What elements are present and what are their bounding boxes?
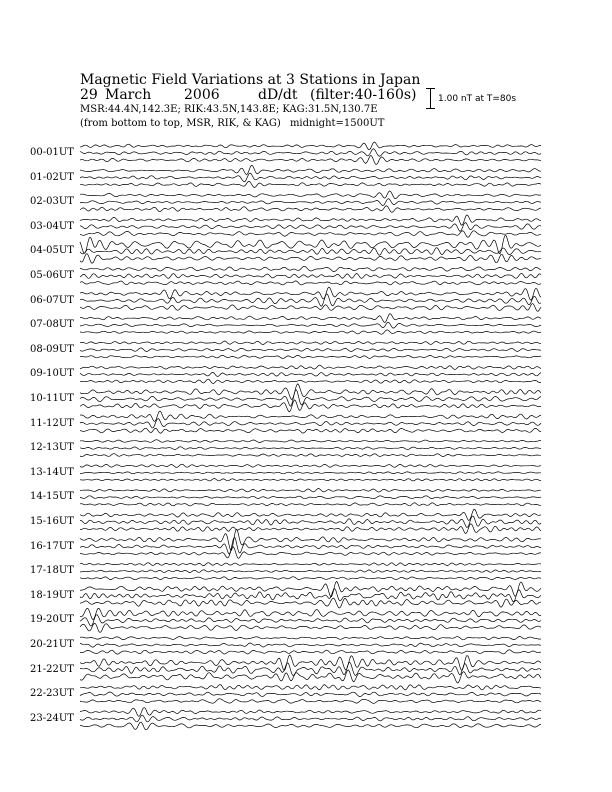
trace-04-05UT-KAG (80, 236, 541, 254)
trace-17-18UT-MSR (80, 577, 541, 580)
hour-label-00-01UT: 00-01UT (30, 147, 74, 158)
hour-label-14-15UT: 14-15UT (30, 491, 74, 503)
trace-16-17UT-MSR (80, 547, 541, 559)
hour-label-19-20UT: 19-20UT (30, 614, 74, 626)
quantity-label: dD/dt (258, 87, 298, 103)
trace-04-05UT-MSR (80, 254, 541, 264)
trace-00-01UT-MSR (80, 156, 541, 165)
trace-23-24UT-KAG (80, 708, 541, 717)
trace-21-22UT-KAG (80, 655, 541, 670)
hour-label-09-10UT: 09-10UT (30, 368, 74, 380)
trace-08-09UT-KAG (80, 341, 541, 345)
trace-11-12UT-MSR (80, 428, 541, 433)
trace-13-14UT-KAG (80, 464, 541, 467)
date-month: March (105, 87, 152, 103)
trace-03-04UT-MSR (80, 231, 541, 238)
hour-label-11-12UT: 11-12UT (30, 417, 74, 429)
trace-04-05UT-RIK (80, 248, 541, 256)
trace-13-14UT-MSR (80, 479, 541, 481)
trace-15-16UT-RIK (80, 516, 541, 528)
trace-01-02UT-MSR (80, 181, 541, 187)
trace-14-15UT-KAG (80, 488, 541, 492)
hour-label-08-09UT: 08-09UT (30, 343, 74, 355)
trace-22-23UT-RIK (80, 692, 541, 697)
trace-05-06UT-KAG (80, 266, 541, 271)
hour-label-07-08UT: 07-08UT (30, 319, 74, 331)
trace-19-20UT-MSR (80, 623, 541, 632)
hour-label-21-22UT: 21-22UT (30, 663, 74, 675)
station-coordinates: MSR:44.4N,142.3E; RIK:43.5N,143.8E; KAG:31.5N,130.7E (80, 104, 378, 115)
trace-07-08UT-RIK (80, 322, 541, 328)
trace-20-21UT-MSR (80, 650, 541, 654)
trace-05-06UT-RIK (80, 274, 541, 279)
trace-11-12UT-RIK (80, 419, 541, 428)
trace-09-10UT-KAG (80, 365, 541, 369)
trace-01-02UT-KAG (80, 165, 541, 174)
trace-12-13UT-KAG (80, 440, 541, 443)
trace-09-10UT-RIK (80, 372, 541, 376)
trace-15-16UT-MSR (80, 524, 541, 534)
trace-03-04UT-RIK (80, 223, 541, 232)
trace-22-23UT-MSR (80, 699, 541, 704)
hour-label-22-23UT: 22-23UT (30, 688, 74, 700)
hour-label-13-14UT: 13-14UT (30, 466, 74, 478)
hour-label-20-21UT: 20-21UT (30, 639, 74, 650)
filter-label: (filter:40-160s) (310, 87, 417, 103)
hour-label-15-16UT: 15-16UT (30, 516, 74, 527)
chart-title: Magnetic Field Variations at 3 Stations in Japan (80, 72, 421, 88)
trace-00-01UT-KAG (80, 142, 541, 150)
hour-label-12-13UT: 12-13UT (30, 442, 74, 454)
trace-07-08UT-KAG (80, 314, 541, 323)
hour-label-02-03UT: 02-03UT (30, 196, 74, 208)
trace-18-19UT-MSR (80, 598, 541, 608)
trace-22-23UT-KAG (80, 685, 541, 690)
trace-21-22UT-RIK (80, 662, 541, 675)
trace-08-09UT-MSR (80, 355, 541, 358)
hour-label-17-18UT: 17-18UT (30, 565, 74, 577)
trace-23-24UT-MSR (80, 722, 541, 730)
trace-08-09UT-RIK (80, 348, 541, 352)
hour-label-04-05UT: 04-05UT (30, 245, 74, 257)
hour-label-05-06UT: 05-06UT (30, 270, 74, 281)
date-year: 2006 (184, 87, 220, 103)
trace-23-24UT-RIK (80, 715, 541, 722)
trace-12-13UT-RIK (80, 447, 541, 450)
trace-19-20UT-RIK (80, 615, 541, 626)
trace-02-03UT-MSR (80, 206, 541, 213)
hour-label-03-04UT: 03-04UT (30, 220, 74, 232)
hour-label-23-24UT: 23-24UT (30, 712, 74, 724)
station-order-note: (from bottom to top, MSR, RIK, & KAG) (80, 118, 281, 129)
trace-18-19UT-KAG (80, 581, 541, 596)
trace-00-01UT-RIK (80, 149, 541, 156)
trace-13-14UT-RIK (80, 472, 541, 474)
trace-02-03UT-KAG (80, 191, 541, 199)
trace-18-19UT-RIK (80, 589, 541, 602)
trace-17-18UT-KAG (80, 563, 541, 566)
trace-06-07UT-KAG (80, 287, 541, 300)
hour-label-16-17UT: 16-17UT (30, 540, 74, 552)
trace-15-16UT-KAG (80, 509, 541, 520)
midnight-note: midnight=1500UT (289, 118, 385, 129)
hour-label-01-02UT: 01-02UT (30, 171, 74, 183)
trace-20-21UT-RIK (80, 643, 541, 647)
trace-10-11UT-MSR (80, 400, 541, 412)
trace-14-15UT-MSR (80, 503, 541, 506)
date-day: 29 (80, 87, 98, 103)
trace-09-10UT-MSR (80, 379, 541, 383)
trace-01-02UT-RIK (80, 173, 541, 182)
hour-label-18-19UT: 18-19UT (30, 589, 74, 601)
trace-05-06UT-MSR (80, 281, 541, 285)
trace-20-21UT-KAG (80, 637, 541, 640)
trace-06-07UT-MSR (80, 304, 541, 312)
trace-17-18UT-RIK (80, 570, 541, 573)
trace-14-15UT-RIK (80, 496, 541, 499)
hour-label-06-07UT: 06-07UT (30, 294, 74, 306)
trace-06-07UT-RIK (80, 294, 541, 306)
hour-label-10-11UT: 10-11UT (30, 393, 74, 404)
trace-07-08UT-MSR (80, 330, 541, 334)
trace-02-03UT-RIK (80, 199, 541, 206)
trace-03-04UT-KAG (80, 215, 541, 225)
trace-11-12UT-KAG (80, 411, 541, 421)
trace-12-13UT-MSR (80, 454, 541, 457)
trace-19-20UT-KAG (80, 608, 541, 619)
scale-bar-label: 1.00 nT at T=80s (438, 94, 517, 104)
